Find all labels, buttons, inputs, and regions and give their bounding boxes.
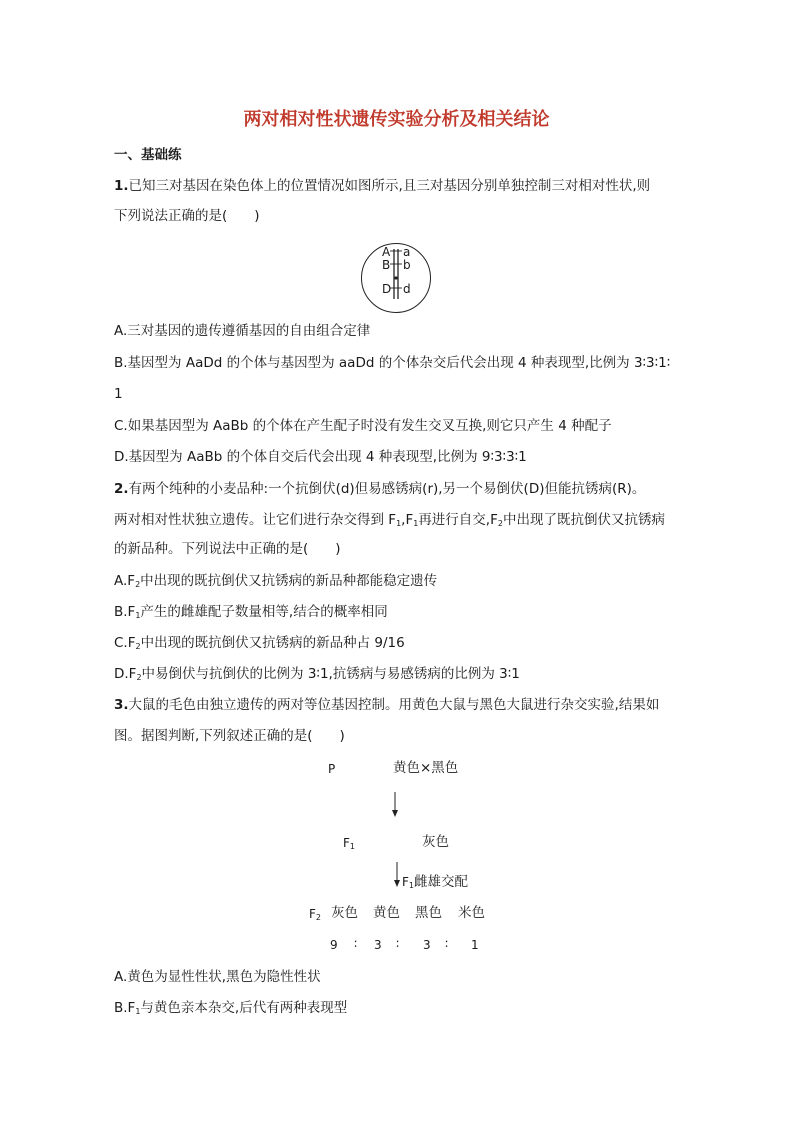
cross-f1-label <box>343 835 355 851</box>
ratio-sep-1: ∶ <box>354 937 358 951</box>
q2-option-b-text: 产生的雌雄配子数量相等,结合的概率相同 <box>140 604 388 620</box>
gene-A-label: A <box>382 245 391 259</box>
phenotype-gray: 灰色 <box>331 905 358 921</box>
q2-stem-line2 <box>114 512 665 528</box>
q2-number: 2. <box>114 481 129 497</box>
q2-option-a-prefix: A.F <box>114 573 136 589</box>
q2-sub-f2: 2 <box>497 519 503 528</box>
q2-stem-line1 <box>114 481 645 497</box>
cross-f1-mating-text: 雌雄交配 <box>414 874 468 890</box>
gene-d-label: d <box>403 282 411 296</box>
gene-B-label: B <box>382 258 391 272</box>
cross-f1-sub: 1 <box>349 842 355 851</box>
q2-option-c-text: 中出现的既抗倒伏又抗锈病的新品种占 9/16 <box>140 635 405 651</box>
q2-sub-f1-a: 1 <box>396 519 402 528</box>
q2-option-b-prefix: B.F <box>114 604 136 620</box>
arrow-down-icon <box>390 792 400 818</box>
cross-p-value: 黄色×黑色 <box>393 760 459 776</box>
q1-text-1: 已知三对基因在染色体上的位置情况如图所示,且三对基因分别单独控制三对相对性状,则 <box>128 178 651 194</box>
cross-f1-mating <box>402 874 468 890</box>
q1-stem-line1 <box>114 178 650 194</box>
q3-option-b-text: 与黄色亲本杂交,后代有两种表现型 <box>140 1000 348 1016</box>
q2-option-c <box>114 635 405 651</box>
page-title: 两对相对性状遗传实验分析及相关结论 <box>243 109 550 130</box>
q2-text-1: 有两个纯种的小麦品种:一个抗倒伏(d)但易感锈病(r),另一个易倒伏(D)但能抗锈病(R)。 <box>128 481 646 497</box>
ratio-sep-2: ∶ <box>396 937 400 951</box>
q2-option-a-text: 中出现的既抗倒伏又抗锈病的新品种都能稳定遗传 <box>140 573 438 589</box>
q2-stem-line3: 的新品种。下列说法中正确的是( ) <box>114 541 341 557</box>
q2-option-b <box>114 604 388 620</box>
phenotype-yellow: 黄色 <box>373 905 400 921</box>
ratio-sep-3: ∶ <box>445 937 449 951</box>
cross-f2-letter: F <box>309 907 316 921</box>
ratio-3a: 3 <box>374 938 382 952</box>
ratio-3b: 3 <box>423 938 431 952</box>
q2-option-c-prefix: C.F <box>114 635 136 651</box>
phenotype-cream: 米色 <box>458 905 485 921</box>
q2-sub-f1-b: 1 <box>413 519 419 528</box>
q3-option-b <box>114 1000 347 1016</box>
q2-text-2a: 两对相对性状独立遗传。让它们进行杂交得到 F <box>114 512 397 528</box>
q1-option-a: A.三对基因的遗传遵循基因的自由组合定律 <box>114 323 371 339</box>
q3-stem-line1 <box>114 697 659 713</box>
chromosome-diagram <box>361 243 431 313</box>
cross-f2-label <box>309 906 321 922</box>
q1-option-b-line2: 1 <box>114 386 123 402</box>
q3-option-b-prefix: B.F <box>114 1000 136 1016</box>
q1-option-b-line1: B.基因型为 AaDd 的个体与基因型为 aaDd 的个体杂交后代会出现 4 种表现型,比例为 3∶3∶1∶ <box>114 355 671 371</box>
cross-f1-mating-letter: F <box>402 875 409 889</box>
q2-option-d <box>114 666 520 682</box>
cross-p-label: P <box>328 762 336 776</box>
cross-f1-letter: F <box>343 836 350 850</box>
phenotype-black: 黑色 <box>415 905 442 921</box>
centromere <box>394 276 397 279</box>
q2-option-a <box>114 573 437 589</box>
q1-number: 1. <box>114 178 129 194</box>
cross-f2-sub: 2 <box>315 913 321 922</box>
chromosome-pair-svg <box>361 243 431 313</box>
q2-option-b-sub: 1 <box>135 611 141 620</box>
ratio-9: 9 <box>330 938 338 952</box>
q3-number: 3. <box>114 697 129 713</box>
q3-stem-line2: 图。据图判断,下列叙述正确的是( ) <box>114 728 345 744</box>
cross-f1-mating-sub: 1 <box>408 881 414 890</box>
q1-option-c: C.如果基因型为 AaBb 的个体在产生配子时没有发生交叉互换,则它只产生 4 种配子 <box>114 418 612 434</box>
q3-option-b-sub: 1 <box>135 1007 141 1016</box>
q2-option-d-text: 中易倒伏与抗倒伏的比例为 3∶1,抗锈病与易感锈病的比例为 3∶1 <box>141 666 520 682</box>
section-heading: 一、基础练 <box>114 147 182 163</box>
q3-text-1: 大鼠的毛色由独立遗传的两对等位基因控制。用黄色大鼠与黑色大鼠进行杂交实验,结果如 <box>128 697 660 713</box>
q2-text-2d: 中出现了既抗倒伏又抗锈病 <box>502 512 665 528</box>
gene-a-label: a <box>403 245 411 259</box>
q2-text-2b: ,F <box>401 512 414 528</box>
q2-option-d-prefix: D.F <box>114 666 137 682</box>
q1-stem-line2: 下列说法正确的是( ) <box>114 208 260 224</box>
q2-option-d-sub: 2 <box>136 673 142 682</box>
q2-text-2c: 再进行自交,F <box>418 512 498 528</box>
cross-f1-value: 灰色 <box>422 834 449 850</box>
q2-option-a-sub: 2 <box>135 580 141 589</box>
gene-b-label: b <box>403 258 411 272</box>
q1-option-d: D.基因型为 AaBb 的个体自交后代会出现 4 种表现型,比例为 9∶3∶3∶1 <box>114 449 527 465</box>
q3-option-a: A.黄色为显性性状,黑色为隐性性状 <box>114 969 321 985</box>
ratio-1: 1 <box>471 938 479 952</box>
gene-D-label: D <box>382 282 392 296</box>
q2-option-c-sub: 2 <box>135 642 141 651</box>
arrow-down-icon-2 <box>392 862 402 888</box>
